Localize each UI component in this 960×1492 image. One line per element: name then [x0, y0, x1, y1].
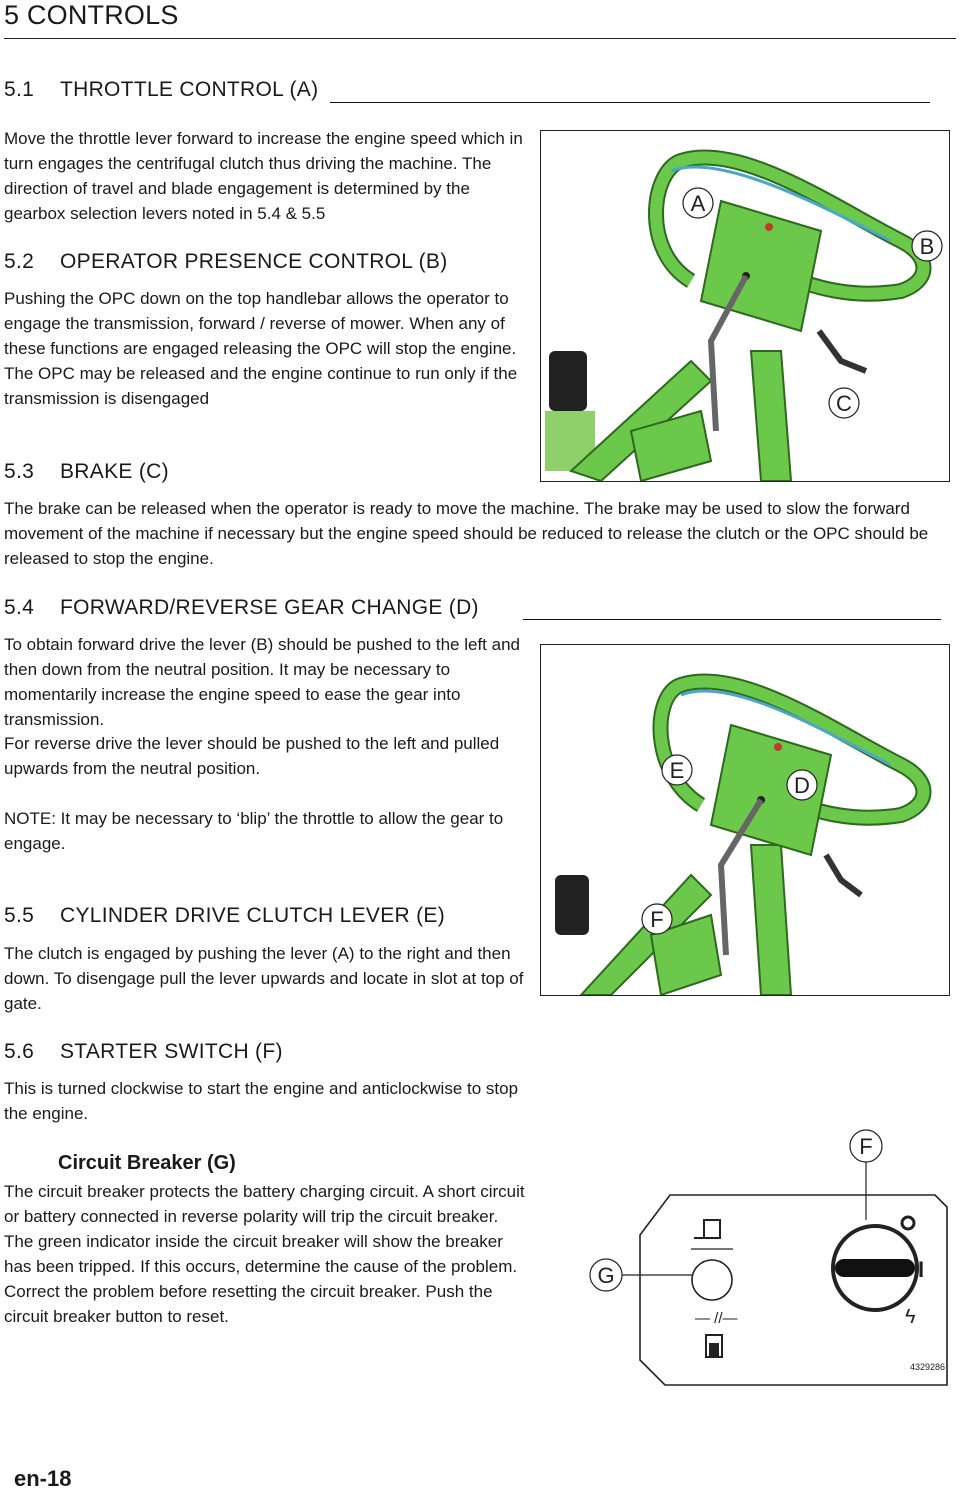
paragraph-5-5: The clutch is engaged by pushing the lever (A) to the right and then down. To disengage pull the lever upwards and locate in slot at top of gate.	[4, 944, 524, 1013]
callout-e: E	[669, 758, 685, 783]
lightning-icon: ϟ	[905, 1306, 916, 1328]
callout-d: D	[794, 773, 810, 798]
paragraph-5-3: The brake can be released when the operator is ready to move the machine. The brake may be used to slow the forward movement of the machine if necessary but the engine speed should be reduced to release the clutch or the OPC should be released to stop the engine.	[4, 499, 929, 568]
heading-number: 5.6	[4, 1040, 35, 1063]
heading-number: 5.2	[4, 250, 35, 273]
callout-f: F	[650, 907, 664, 932]
heading-underline	[330, 102, 930, 103]
gear-lever-illustration	[541, 645, 949, 995]
heading-5-2	[4, 250, 448, 274]
paragraph-5-6: This is turned clockwise to start the engine and anticlockwise to stop the engine.	[4, 1079, 519, 1123]
chapter-title: 5 CONTROLS	[4, 0, 179, 30]
on-label: I	[918, 1257, 925, 1282]
subheading-circuit-breaker: Circuit Breaker (G)	[58, 1152, 236, 1174]
callout-b: B	[919, 234, 935, 259]
heading-number: 5.5	[4, 904, 35, 927]
paragraph-5-4a: To obtain forward drive the lever (B) should be pushed to the left and then down from the neutral position. It may be necessary to momentarily increase the engine speed to ease the gear into transmission.	[4, 635, 520, 729]
figure-handlebar-controls	[540, 130, 950, 482]
page-number: en-18	[14, 1466, 72, 1491]
heading-number: 5.1	[4, 78, 35, 101]
figure-gear-levers	[540, 644, 950, 996]
switch-panel-diagram	[585, 1125, 955, 1395]
heading-title: STARTER SWITCH (F)	[60, 1040, 283, 1063]
heading-underline	[523, 619, 941, 620]
heading-number: 5.3	[4, 460, 35, 483]
paragraph-5-4b: For reverse drive the lever should be pushed to the left and pulled upwards from the neutral position.	[4, 734, 500, 778]
callout-c: C	[836, 391, 852, 416]
heading-title: BRAKE (C)	[60, 460, 169, 483]
paragraph-5-1: Move the throttle lever forward to increase the engine speed which in turn engages the centrifugal clutch thus driving the machine. The direction of travel and blade engagement is determined by the gearbox selection levers noted in 5.4 & 5.5	[4, 129, 523, 223]
heading-title: CYLINDER DRIVE CLUTCH LEVER (E)	[60, 904, 446, 927]
heading-title: OPERATOR PRESENCE CONTROL (B)	[60, 250, 448, 273]
heading-number: 5.4	[4, 596, 35, 619]
heading-title: THROTTLE CONTROL (A)	[60, 78, 319, 101]
paragraph-5-2: Pushing the OPC down on the top handlebar allows the operator to engage the transmission, forward / reverse of mower. When any of these functions are engaged releasing the OPC will stop the engine. The OPC may be released and the engine continue to run only if the transmission is disengaged	[4, 289, 518, 408]
heading-5-5	[4, 904, 445, 928]
heading-5-3	[4, 460, 169, 484]
off-symbol-icon	[902, 1217, 914, 1229]
handlebar-illustration	[541, 131, 949, 481]
part-number: 4329286	[910, 1362, 946, 1372]
callout-f: F	[859, 1134, 873, 1159]
callout-g: G	[597, 1263, 615, 1288]
heading-5-6	[4, 1040, 283, 1064]
heading-title: FORWARD/REVERSE GEAR CHANGE (D)	[60, 596, 479, 619]
heading-5-4	[4, 596, 479, 620]
callout-a: A	[690, 191, 706, 216]
paragraph-circuit-breaker: The circuit breaker protects the battery charging circuit. A short circuit or battery connected in reverse polarity will trip the circuit breaker. The green indicator inside the circuit breaker will show the breaker has been tripped. If this occurs, determine the cause of the problem. Correct the problem before resetting the circuit breaker. Push the circuit breaker button to reset.	[4, 1182, 525, 1326]
note-5-4: NOTE: It may be necessary to ‘blip’ the throttle to allow the gear to engage.	[4, 809, 504, 853]
header-rule	[4, 38, 956, 39]
heading-5-1	[4, 78, 318, 102]
figure-switch-panel	[585, 1125, 955, 1395]
svg-text:— //—: — //—	[695, 1310, 738, 1327]
